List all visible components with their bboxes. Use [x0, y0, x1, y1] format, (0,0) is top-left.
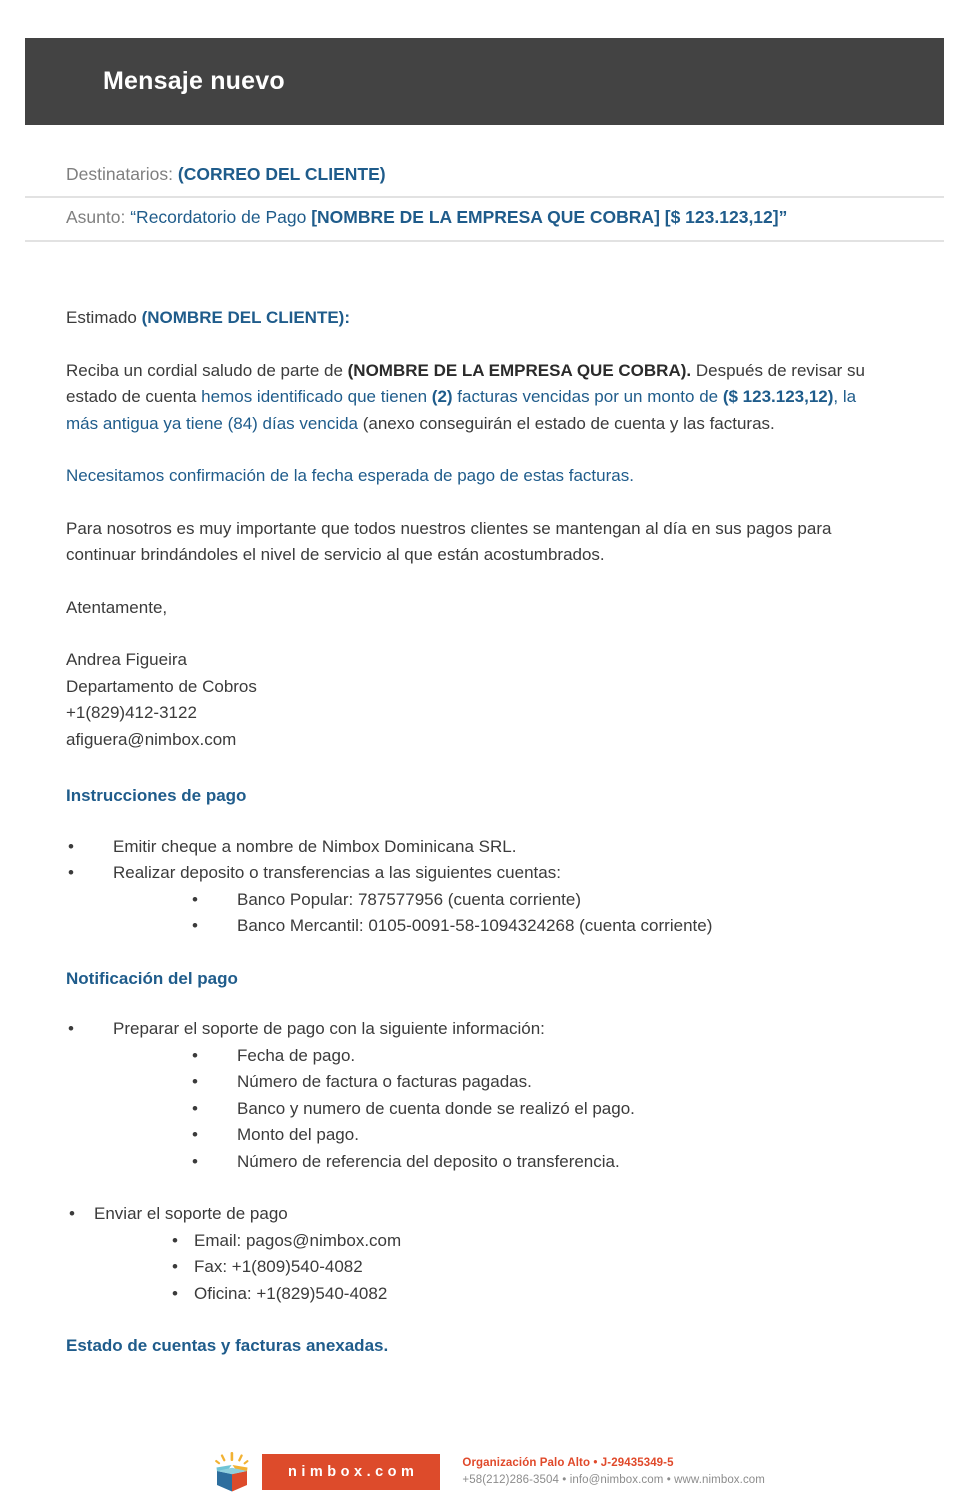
subject-label: Asunto:: [66, 207, 126, 228]
bullet-icon: •: [68, 863, 74, 882]
subject-quote-open: “Recordatorio de Pago: [130, 207, 312, 228]
list-item-label: Número de factura o facturas pagadas.: [237, 1072, 532, 1091]
intro-seg6: facturas vencidas por un monto de: [452, 387, 723, 406]
footer-contact-line: +58(212)286-3504 • info@nimbox.com • www.nimbox.com: [462, 1474, 765, 1486]
support-details-list: [113, 1043, 886, 1176]
send-channels-list: [94, 1228, 886, 1308]
list-item-label: Número de referencia del deposito o transferencia.: [237, 1151, 620, 1171]
payment-instructions-heading: Instrucciones de pago: [66, 786, 247, 805]
greeting-paragraph: [66, 305, 886, 332]
list-item-label: Oficina: +1(829)540-4082: [194, 1283, 388, 1303]
subject-field[interactable]: [25, 198, 944, 241]
send-support-list: [66, 1201, 886, 1307]
bullet-icon: •: [192, 1098, 198, 1118]
nimbox-wordmark: nimbox.com: [262, 1454, 440, 1491]
subject-value: [NOMBRE DE LA EMPRESA QUE COBRA] [$ 123.123,12]: [311, 207, 779, 228]
list-item: [190, 1149, 886, 1176]
bullet-icon: •: [192, 1151, 198, 1171]
greeting-client-placeholder: (NOMBRE DEL CLIENTE):: [141, 308, 350, 327]
message-body: [66, 305, 886, 1360]
bullet-icon: •: [68, 836, 74, 856]
bullet-icon: •: [172, 1230, 178, 1250]
bullet-icon: •: [192, 889, 198, 909]
list-item: [190, 913, 886, 940]
message-header-bar: [25, 38, 944, 125]
signature-block: [66, 647, 886, 753]
attachments-note: Estado de cuentas y facturas anexadas.: [66, 1336, 389, 1355]
list-item: [169, 1254, 886, 1281]
bullet-icon: •: [69, 1204, 75, 1223]
importance-paragraph: Para nosotros es muy importante que todos nuestros clientes se mantengan al día en sus pagos para continuar brindándoles el nivel de servicio al que están acostumbrados.: [66, 518, 832, 564]
list-item: [66, 1016, 886, 1175]
list-item: [190, 887, 886, 914]
footer-org-line: Organización Palo Alto • J-29435349-5: [462, 1457, 674, 1470]
list-item: [66, 834, 886, 861]
list-item: [66, 860, 886, 940]
intro-amount: ($ 123.123,12): [722, 387, 834, 406]
list-item: [190, 1096, 886, 1123]
bullet-icon: •: [172, 1283, 178, 1303]
list-item-label: Realizar deposito o transferencias a las siguientes cuentas:: [113, 863, 561, 882]
list-item: [169, 1281, 886, 1308]
list-item-label: Banco y numero de cuenta donde se realizó el pago.: [237, 1098, 635, 1118]
intro-seg3: Después de revisar su estado de cuenta: [66, 360, 865, 406]
open-box-icon: [215, 1452, 249, 1492]
intro-seg4: hemos identificado que tienen: [201, 387, 432, 406]
page-title: Mensaje nuevo: [103, 67, 285, 95]
list-item-label: Monto del pago.: [237, 1125, 359, 1144]
closing-paragraph: Atentamente,: [66, 597, 168, 617]
confirmation-paragraph: Necesitamos confirmación de la fecha esperada de pago de estas facturas.: [66, 466, 634, 485]
bullet-icon: •: [192, 916, 198, 935]
list-item-label: Banco Popular: 787577956 (cuenta corriente): [237, 889, 582, 909]
recipients-label: Destinatarios:: [66, 164, 173, 184]
bullet-icon: •: [192, 1072, 198, 1091]
list-item: [169, 1228, 886, 1255]
payment-instructions-list: [66, 834, 886, 940]
list-item-label: Fax: +1(809)540-4082: [194, 1257, 363, 1276]
bullet-icon: •: [192, 1045, 198, 1065]
list-item: [66, 1201, 886, 1307]
intro-company-placeholder: (NOMBRE DE LA EMPRESA QUE COBRA).: [347, 360, 692, 380]
list-item-label: Emitir cheque a nombre de Nimbox Dominicana SRL.: [113, 836, 517, 856]
list-item: [190, 1069, 886, 1096]
list-item-label: Email: pagos@nimbox.com: [194, 1230, 402, 1250]
signature-email: afiguera@nimbox.com: [66, 729, 237, 749]
list-item-label: Enviar el soporte de pago: [94, 1204, 288, 1223]
intro-paragraph: [66, 358, 886, 438]
footer-company-info: [462, 1455, 765, 1488]
recipients-value: (CORREO DEL CLIENTE): [177, 164, 386, 184]
list-item-label: Preparar el soporte de pago con la siguiente información:: [113, 1019, 545, 1038]
signature-phone: +1(829)412-3122: [66, 703, 197, 722]
list-item: [190, 1122, 886, 1149]
bank-accounts-list: [113, 887, 886, 940]
payment-notification-list: [66, 1016, 886, 1175]
subject-quote-close: ”: [778, 207, 788, 228]
bullet-icon: •: [68, 1019, 74, 1038]
list-item-label: Fecha de pago.: [237, 1045, 356, 1065]
greeting-plain: Estimado: [66, 308, 142, 327]
footer-inner: [215, 1452, 765, 1492]
payment-notification-heading: Notificación del pago: [66, 968, 238, 988]
recipients-field[interactable]: [25, 155, 944, 198]
bullet-icon: •: [192, 1125, 198, 1144]
list-item: [190, 1043, 886, 1070]
footer: [0, 1452, 980, 1492]
intro-invoice-count: (2): [431, 387, 453, 406]
bullet-icon: •: [172, 1257, 178, 1276]
intro-seg1: Reciba un cordial saludo de parte de: [66, 360, 348, 380]
list-item-label: Banco Mercantil: 0105-0091-58-1094324268 (cuenta corriente): [237, 916, 713, 935]
signature-department: Departamento de Cobros: [66, 676, 257, 696]
intro-seg8: , la más antigua ya tiene (84) días vencida: [66, 387, 857, 433]
intro-seg9: (anexo conseguirán el estado de cuenta y las facturas.: [362, 413, 775, 433]
message-fields: [25, 155, 944, 242]
signature-name: Andrea Figueira: [66, 650, 187, 669]
